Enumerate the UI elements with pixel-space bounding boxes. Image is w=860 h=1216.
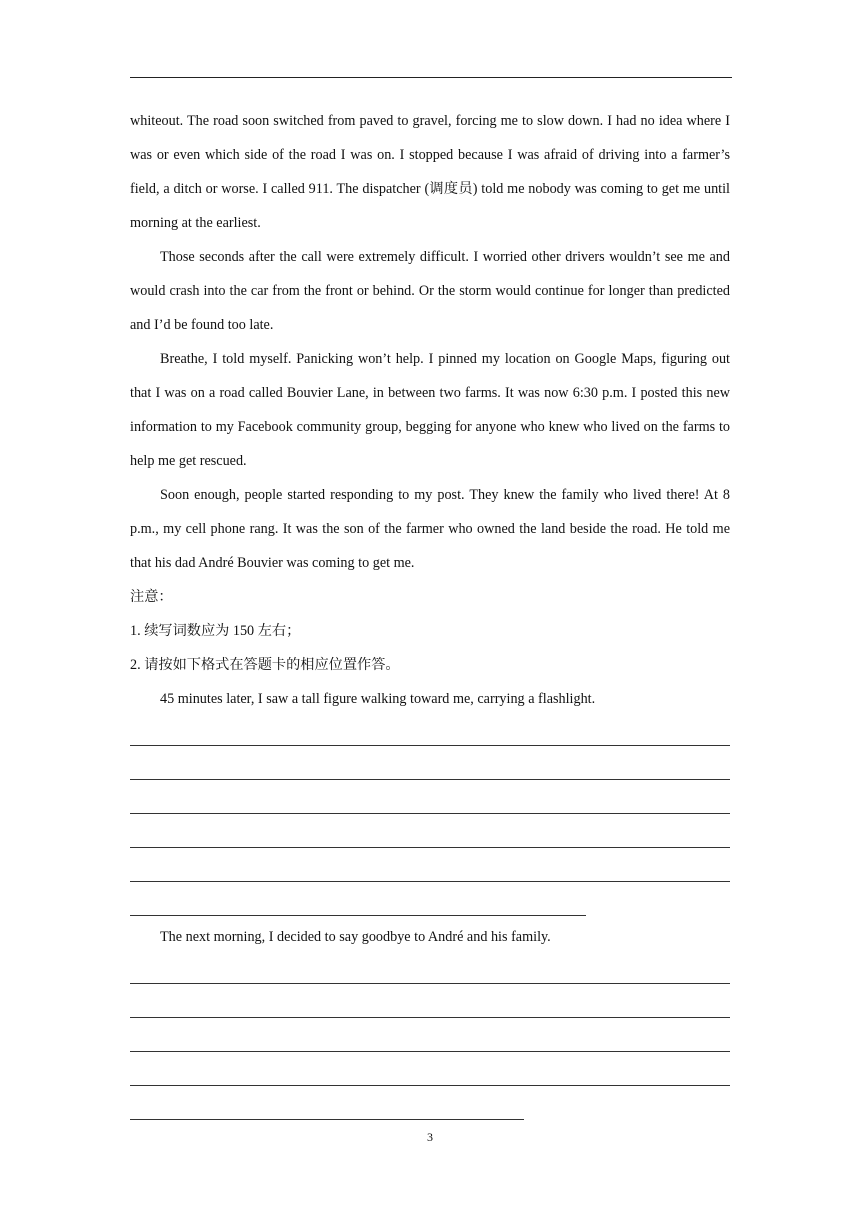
header-rule: [130, 77, 732, 78]
page-number: 3: [427, 1130, 433, 1144]
note-item-1: 1. 续写词数应为 150 左右；: [130, 623, 301, 639]
answer-line[interactable]: [130, 750, 730, 784]
paragraph-1: whiteout. The road soon switched from paved to gravel, forcing me to slow down. I had no idea where I was or even which side of the road I was on. I stopped because I was afraid of driving into a farmer’s field, a ditch or worse. I called 911. The dispatcher (调度员) told me nobody was coming to get me until morning at the earliest.: [130, 113, 730, 231]
paragraph-4: Soon enough, people started responding to my post. They knew the family who lived there! At 8 p.m., my cell phone rang. It was the son of the farmer who owned the land beside the road. He told me that his dad André Bouvier was coming to get me.: [130, 487, 730, 571]
answer-line[interactable]: [130, 852, 730, 886]
answer-area-1: [130, 716, 730, 920]
answer-line[interactable]: [130, 818, 730, 852]
paragraph-2: Those seconds after the call were extremely difficult. I worried other drivers wouldn’t see me and would crash into the car from the front or behind. Or the storm would continue for longer than predicted and I’d be found too late.: [130, 249, 730, 333]
notes-title: 注意：: [130, 589, 173, 605]
answer-line[interactable]: [130, 1022, 730, 1056]
document-body: [130, 104, 730, 1124]
answer-line-short[interactable]: [130, 886, 730, 920]
continuation-prompt-2: The next morning, I decided to say goodbye to André and his family.: [160, 929, 551, 945]
paragraph-3: Breathe, I told myself. Panicking won’t help. I pinned my location on Google Maps, figuring out that I was on a road called Bouvier Lane, in between two farms. It was now 6:30 p.m. I posted this new information to my Facebook community group, begging for anyone who knew who lived on the farms to help me get rescued.: [130, 351, 730, 469]
answer-line[interactable]: [130, 988, 730, 1022]
answer-line[interactable]: [130, 1056, 730, 1090]
answer-line-short[interactable]: [130, 1090, 730, 1124]
continuation-prompt-1: 45 minutes later, I saw a tall figure walking toward me, carrying a flashlight.: [160, 691, 596, 707]
answer-line[interactable]: [130, 954, 730, 988]
answer-line[interactable]: [130, 716, 730, 750]
answer-area-2: [130, 954, 730, 1124]
answer-line[interactable]: [130, 784, 730, 818]
note-item-2: 2. 请按如下格式在答题卡的相应位置作答。: [130, 657, 400, 673]
